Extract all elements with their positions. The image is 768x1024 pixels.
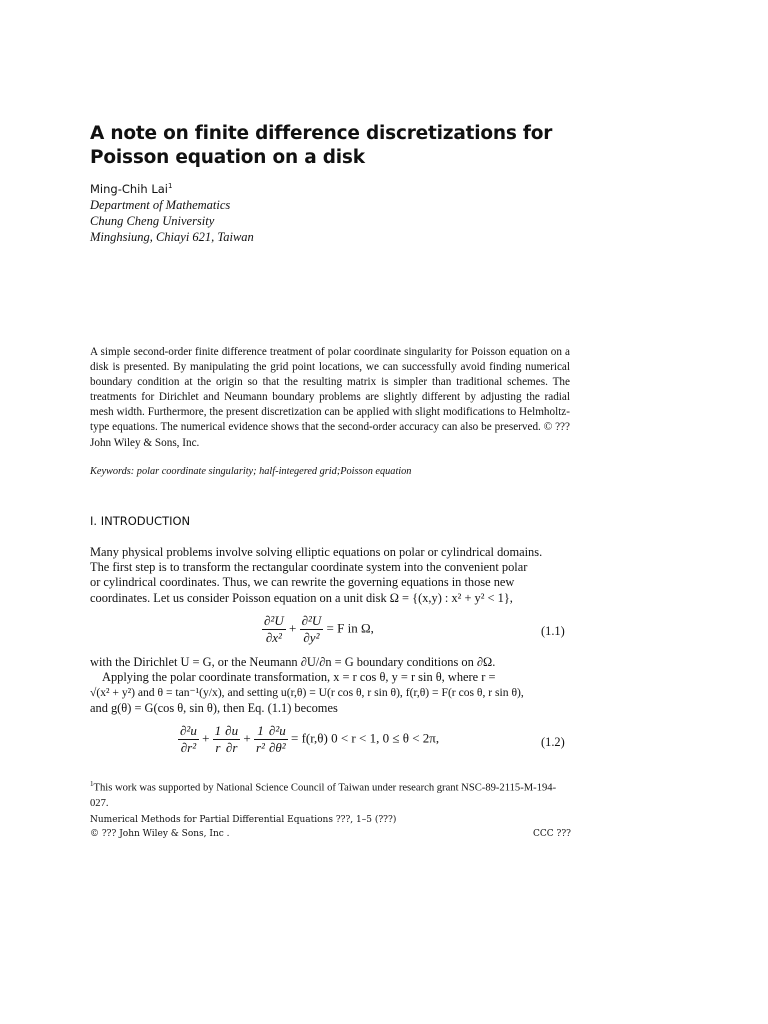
intro-line: or cylindrical coordinates. Thus, we can rewrite the governing equations in those new — [90, 575, 515, 590]
eq2-den: ∂r — [225, 740, 238, 755]
footnote — [90, 777, 571, 811]
author-name-text: Ming-Chih Lai — [90, 182, 168, 196]
affiliation-address: Minghsiung, Chiayi 621, Taiwan — [90, 230, 254, 244]
paper-title: A note on finite difference discretizations for Poisson equation on a disk — [90, 123, 553, 168]
derivation-line: Applying the polar coordinate transformation, x = r cos θ, y = r sin θ, where r = — [102, 670, 496, 685]
intro-paragraph — [90, 545, 571, 606]
eq2-den: ∂r² — [180, 740, 197, 755]
eq1-rhs: = F in Ω, — [326, 620, 374, 636]
eq1-term-x — [262, 613, 286, 646]
equation-1-2: $\frac{\text{∂²u}}{\text{∂r²}}$ + $\frac{1}{r}$ $\frac{\partial u}{\partial r}$ + $\frac{1}{\text{r²}}$ $\frac{\text{∂²u}}{\text{∂θ²}}$ = f(r,θ) 0 < r < 1, 0 ≤ θ < 2π, — [180, 723, 440, 755]
eq2-num: ∂u — [225, 723, 239, 738]
footer-code: CCC ??? — [533, 829, 571, 839]
equation-number-1-2: (1.2) — [541, 735, 565, 749]
footnote-mark: 1 — [90, 780, 94, 788]
section-heading-introduction: I. INTRODUCTION — [90, 514, 191, 528]
equation-1-1: $\frac{\text{∂²U}}{\text{∂x²}}$ + $\frac{\text{∂²U}}{\text{∂y²}}$ = F in Ω, — [264, 613, 374, 645]
intro-line: coordinates. Let us consider Poisson equation on a unit disk Ω = {(x,y) : x² + y² < 1}, — [90, 590, 513, 605]
derivation-line: √(x² + y²) and θ = tan⁻¹(y/x), and setting u(r,θ) = U(r cos θ, r sin θ), f(r,θ) = F(r cos θ, r sin θ), — [90, 686, 524, 700]
eq1-den-x: ∂x² — [265, 630, 282, 645]
eq2-den: r² — [255, 740, 265, 755]
eq1-num-y: ∂²U — [301, 613, 322, 628]
footer-copyright: © ??? John Wiley & Sons, Inc . — [90, 829, 230, 839]
footer-journal: Numerical Methods for Partial Differential Equations ???, 1–5 (???) — [90, 815, 397, 825]
derivation-line: and g(θ) = G(cos θ, sin θ), then Eq. (1.1) becomes — [90, 700, 338, 715]
affiliation-university: Chung Cheng University — [90, 214, 215, 228]
keywords: Keywords: polar coordinate singularity; half-integered grid;Poisson equation — [90, 466, 412, 477]
page-footer — [90, 813, 571, 841]
eq2-den: ∂θ² — [268, 740, 286, 755]
equation-number-1-1: (1.1) — [541, 624, 565, 638]
author-name — [90, 182, 172, 196]
eq2-num: 1 — [214, 723, 222, 738]
eq2-num: 1 — [254, 723, 267, 740]
eq2-rhs: = f(r,θ) 0 < r < 1, 0 ≤ θ < 2π, — [291, 730, 440, 746]
eq1-num-x: ∂²U — [264, 613, 284, 628]
author-footnote-mark: 1 — [167, 182, 173, 191]
abstract: A simple second-order finite difference treatment of polar coordinate singularity for Poisson equation on a disk is presented. By manipulating the grid point locations, we can successfully avoid finding numerical boundary condition at the origin so that the resulting matrix is simpler than traditional schemes. The treatments for Dirichlet and Neumann boundary problems are slightly different by adjusting the radial mesh width. Furthermore, the present discretization can be applied with slight modifications to Helmholtz-type equations. The numerical evidence shows that the second-order accuracy can also be preserved. © ??? John Wiley & Sons, Inc. — [90, 346, 570, 449]
eq2-term-4 — [254, 723, 267, 756]
eq1-term-y — [300, 613, 324, 646]
eq2-term-1 — [178, 723, 199, 756]
intro-line: Many physical problems involve solving elliptic equations on polar or cylindrical domains. — [90, 545, 543, 559]
affiliation-department: Department of Mathematics — [90, 198, 231, 212]
eq2-den: r — [215, 740, 221, 755]
footnote-text: This work was supported by National Science Council of Taiwan under research grant NSC-89-2115-M-194-027. — [90, 782, 557, 809]
intro-line: The first step is to transform the rectangular coordinate system into the convenient polar — [90, 560, 528, 575]
eq2-term-2 — [213, 723, 224, 756]
eq2-num: ∂²u — [268, 723, 286, 738]
derivation-line: with the Dirichlet U = G, or the Neumann ∂U/∂n = G boundary conditions on ∂Ω. — [90, 655, 496, 669]
derivation-paragraph — [90, 655, 571, 716]
eq2-term-3 — [223, 723, 240, 756]
eq2-term-5 — [267, 723, 288, 756]
eq1-den-y: ∂y² — [303, 630, 320, 645]
eq2-num: ∂²u — [180, 723, 197, 738]
